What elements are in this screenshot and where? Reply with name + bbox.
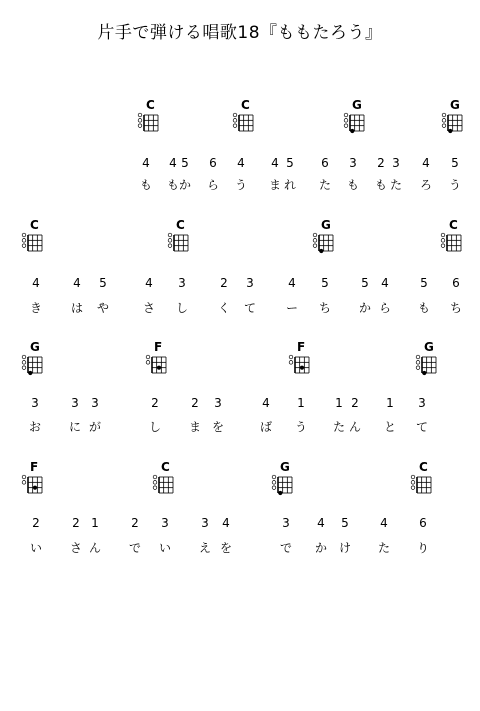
lyric-syllable: い (29, 541, 42, 555)
chord-diagram (439, 232, 469, 256)
lyric-syllable: た (332, 420, 345, 434)
lyric-syllable: は (70, 301, 83, 315)
lyric-syllable: を (219, 541, 232, 555)
chord-name: G (321, 218, 331, 232)
open-string-marker (411, 486, 415, 490)
lyric-syllable: か (178, 178, 191, 192)
open-string-marker (22, 366, 26, 370)
chord-name: C (176, 218, 185, 232)
lyric-syllable: ち (449, 301, 462, 315)
chord-name: G (352, 98, 362, 112)
note-number: 5 (181, 156, 189, 170)
lyric-syllable: け (338, 541, 351, 555)
note-number: 4 (288, 276, 296, 290)
lyric-syllable: た (389, 178, 402, 192)
lyric-syllable: も (346, 178, 359, 192)
note-number: 6 (209, 156, 217, 170)
lyric-syllable: ー (285, 301, 298, 315)
open-string-marker (146, 361, 150, 365)
chord-diagram (151, 474, 181, 498)
lyric-syllable: う (294, 420, 307, 434)
lyric-syllable: ち (318, 301, 331, 315)
open-string-marker (146, 355, 150, 359)
lyric-syllable: ん (88, 541, 101, 555)
lyric-syllable: さ (142, 301, 155, 315)
note-number: 4 (422, 156, 430, 170)
chord-diagram (440, 112, 470, 136)
chord-name: G (280, 460, 290, 474)
note-number: 2 (32, 516, 40, 530)
chord-diagram (342, 112, 372, 136)
open-string-marker (344, 113, 348, 117)
chord-diagram (20, 232, 50, 256)
page-title: 片手で弾ける唱歌18『ももたろう』 (97, 23, 383, 43)
open-string-marker (22, 475, 26, 479)
finger-dot (278, 491, 282, 495)
open-string-marker (411, 481, 415, 485)
note-number: 3 (71, 396, 79, 410)
open-string-marker (441, 239, 445, 243)
note-number: 4 (380, 516, 388, 530)
chord-name: G (424, 340, 434, 354)
note-number: 1 (386, 396, 394, 410)
note-number: 2 (72, 516, 80, 530)
open-string-marker (22, 481, 26, 485)
note-number: 3 (178, 276, 186, 290)
chord-name: C (30, 218, 39, 232)
note-number: 1 (335, 396, 343, 410)
note-number: 3 (349, 156, 357, 170)
open-string-marker (411, 475, 415, 479)
lyric-syllable: お (28, 420, 41, 434)
note-number: 3 (418, 396, 426, 410)
open-string-marker (22, 233, 26, 237)
chord-name: C (241, 98, 250, 112)
chord-name: G (450, 98, 460, 112)
chord-name: F (30, 460, 39, 474)
lyric-syllable: ば (259, 420, 272, 434)
lyric-syllable: し (175, 301, 188, 315)
note-number: 4 (262, 396, 270, 410)
note-number: 3 (214, 396, 222, 410)
note-number: 3 (31, 396, 39, 410)
lyric-syllable: ん (348, 420, 361, 434)
open-string-marker (138, 119, 142, 123)
lyric-syllable: て (243, 301, 256, 315)
note-number: 4 (142, 156, 150, 170)
open-string-marker (416, 361, 420, 365)
chord-name: C (419, 460, 428, 474)
lyric-syllable: ら (206, 178, 219, 192)
lyric-syllable: も (374, 178, 387, 192)
chord-diagram (20, 354, 50, 378)
chord-diagram (311, 232, 341, 256)
chord-diagram (231, 112, 261, 136)
lyric-syllable: り (416, 541, 429, 555)
note-number: 2 (131, 516, 139, 530)
lyric-syllable: た (377, 541, 390, 555)
note-number: 2 (151, 396, 159, 410)
finger-dot (157, 366, 161, 370)
open-string-marker (168, 239, 172, 243)
finger-dot (350, 129, 354, 133)
note-number: 1 (297, 396, 305, 410)
open-string-marker (313, 244, 317, 248)
lyric-syllable: さ (69, 541, 82, 555)
lyric-syllable: や (96, 301, 109, 315)
note-number: 4 (317, 516, 325, 530)
chord-diagram (409, 474, 439, 498)
lyric-syllable: も (139, 178, 152, 192)
open-string-marker (442, 113, 446, 117)
note-number: 4 (73, 276, 81, 290)
note-number: 3 (392, 156, 400, 170)
chord-diagram (287, 354, 317, 378)
note-number: 3 (282, 516, 290, 530)
open-string-marker (442, 119, 446, 123)
note-number: 4 (169, 156, 177, 170)
lyric-syllable: て (415, 420, 428, 434)
chord-name: G (30, 340, 40, 354)
chord-name: C (161, 460, 170, 474)
open-string-marker (313, 233, 317, 237)
lyric-syllable: を (211, 420, 224, 434)
note-number: 4 (381, 276, 389, 290)
note-number: 4 (222, 516, 230, 530)
note-number: 2 (377, 156, 385, 170)
chord-diagram (166, 232, 196, 256)
note-number: 3 (161, 516, 169, 530)
lyric-syllable: え (198, 541, 211, 555)
note-number: 2 (220, 276, 228, 290)
note-number: 4 (32, 276, 40, 290)
chord-name: F (297, 340, 306, 354)
open-string-marker (441, 233, 445, 237)
open-string-marker (344, 119, 348, 123)
note-number: 5 (341, 516, 349, 530)
note-number: 5 (321, 276, 329, 290)
note-number: 4 (271, 156, 279, 170)
open-string-marker (416, 355, 420, 359)
lyric-syllable: で (128, 541, 141, 555)
finger-dot (319, 249, 323, 253)
lyric-syllable: に (68, 420, 81, 434)
lyric-syllable: ら (378, 301, 391, 315)
open-string-marker (168, 244, 172, 248)
open-string-marker (289, 361, 293, 365)
lyric-syllable: も (417, 301, 430, 315)
open-string-marker (313, 239, 317, 243)
note-number: 6 (452, 276, 460, 290)
chord-name: C (449, 218, 458, 232)
open-string-marker (168, 233, 172, 237)
finger-dot (448, 129, 452, 133)
note-number: 3 (91, 396, 99, 410)
finger-dot (28, 371, 32, 375)
open-string-marker (138, 113, 142, 117)
lyric-syllable: が (88, 420, 101, 434)
note-number: 2 (351, 396, 359, 410)
chord-diagram (144, 354, 174, 378)
open-string-marker (233, 113, 237, 117)
lyric-syllable: で (279, 541, 292, 555)
lyric-syllable: ま (188, 420, 201, 434)
note-number: 1 (91, 516, 99, 530)
note-number: 2 (191, 396, 199, 410)
open-string-marker (138, 124, 142, 128)
open-string-marker (289, 355, 293, 359)
lyric-syllable: う (448, 178, 461, 192)
lyric-syllable: と (383, 420, 396, 434)
open-string-marker (22, 355, 26, 359)
chord-diagram (414, 354, 444, 378)
lyric-syllable: き (29, 301, 42, 315)
open-string-marker (153, 486, 157, 490)
finger-dot (300, 366, 304, 370)
lyric-syllable: か (314, 541, 327, 555)
note-number: 6 (419, 516, 427, 530)
note-number: 3 (246, 276, 254, 290)
note-number: 5 (451, 156, 459, 170)
open-string-marker (233, 124, 237, 128)
lyric-syllable: ろ (419, 178, 432, 192)
chord-diagram (136, 112, 166, 136)
lyric-syllable: れ (283, 178, 296, 192)
open-string-marker (22, 361, 26, 365)
lyric-syllable: し (148, 420, 161, 434)
note-number: 5 (286, 156, 294, 170)
open-string-marker (442, 124, 446, 128)
chord-diagram (20, 474, 50, 498)
open-string-marker (272, 481, 276, 485)
finger-dot (33, 486, 37, 490)
lyric-syllable: か (358, 301, 371, 315)
note-number: 5 (99, 276, 107, 290)
open-string-marker (22, 244, 26, 248)
lyric-syllable: い (158, 541, 171, 555)
open-string-marker (272, 475, 276, 479)
note-number: 6 (321, 156, 329, 170)
note-number: 5 (420, 276, 428, 290)
open-string-marker (153, 481, 157, 485)
open-string-marker (153, 475, 157, 479)
finger-dot (422, 371, 426, 375)
open-string-marker (272, 486, 276, 490)
chord-name: F (154, 340, 163, 354)
note-number: 4 (145, 276, 153, 290)
open-string-marker (22, 239, 26, 243)
lyric-syllable: ま (268, 178, 281, 192)
open-string-marker (416, 366, 420, 370)
note-number: 5 (361, 276, 369, 290)
chord-diagram (270, 474, 300, 498)
lyric-syllable: く (217, 301, 230, 315)
note-number: 3 (201, 516, 209, 530)
lyric-syllable: た (318, 178, 331, 192)
open-string-marker (233, 119, 237, 123)
open-string-marker (441, 244, 445, 248)
chord-name: C (146, 98, 155, 112)
lyric-syllable: も (166, 178, 179, 192)
note-number: 4 (237, 156, 245, 170)
open-string-marker (344, 124, 348, 128)
lyric-syllable: う (234, 178, 247, 192)
